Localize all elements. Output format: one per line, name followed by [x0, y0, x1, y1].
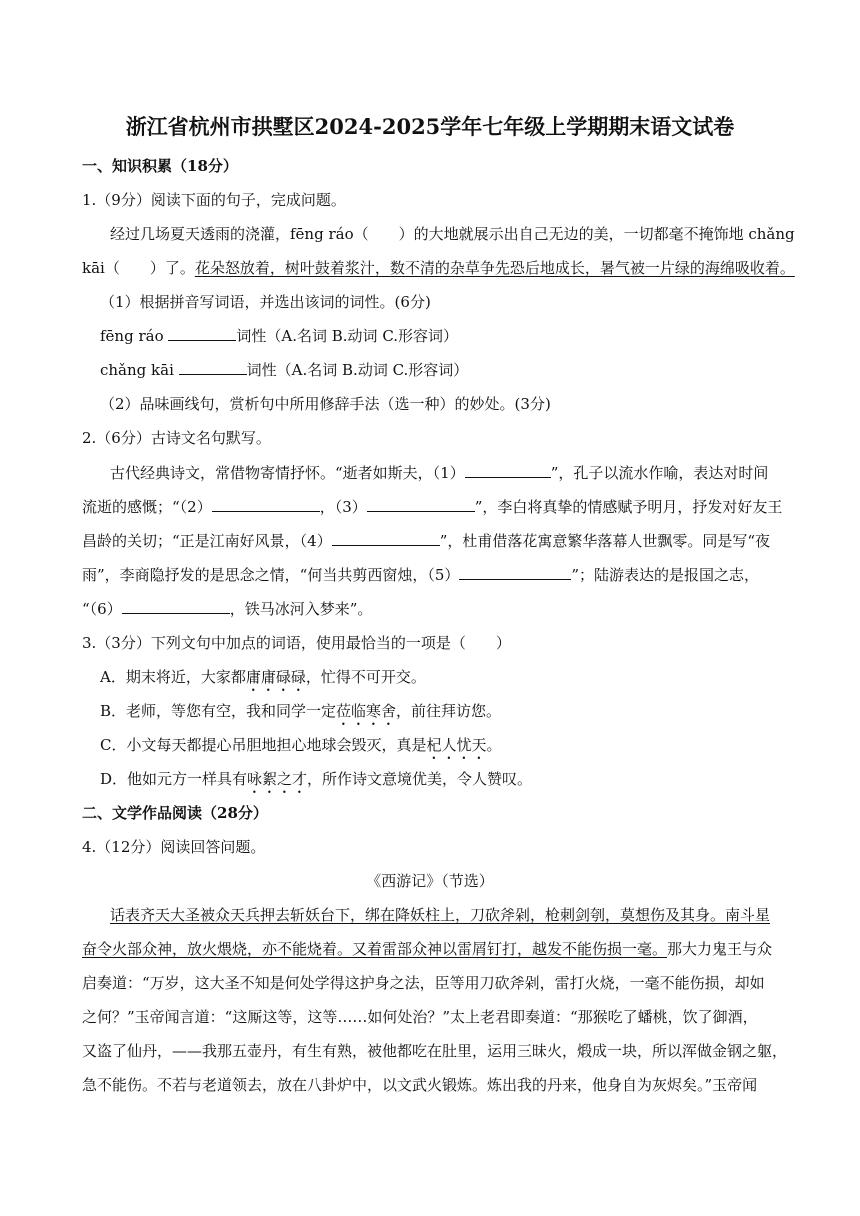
option-text: ，忙得不可开交。 [305, 668, 426, 686]
answer-blank-2[interactable] [212, 497, 320, 512]
q1-passage-line-1: 经过几场夏天透雨的浇灌，fēng ráo（ ）的大地就展示出自己无边的美，一切都毫不掩饰地 chǎng [110, 225, 795, 243]
q2-text: ”，孔子以流水作喻，表达对时间 [550, 464, 769, 482]
q2-text: 昌龄的关切；“正是江南好风景，（4） [82, 532, 332, 550]
q1-item-changkai [100, 360, 800, 380]
answer-blank-4[interactable] [332, 531, 440, 546]
q3-option-a[interactable] [100, 667, 800, 695]
passage-underlined-text: 奋令火部众神，放火煨烧，亦不能烧着。又着雷部众神以雷屑钉打，越发不能伤损一毫。 [82, 940, 668, 958]
passage-line-6: 急不能伤。不若与老道领去，放在八卦炉中，以文武火锻炼。炼出我的丹来，他身自为灰烬矣。”玉帝闻 [82, 1076, 758, 1094]
answer-blank-6[interactable] [122, 599, 230, 614]
q1-stem: 1.（9分）阅读下面的句子，完成问题。 [82, 191, 346, 209]
passage-text: 那大力鬼王与众 [667, 940, 773, 958]
q2-line-5 [82, 599, 782, 619]
answer-blank-3[interactable] [367, 497, 475, 512]
option-text: A．期末将近，大家都 [100, 668, 246, 686]
q2-text: ”，李白将真挚的情感赋予明月，抒发对好友王 [474, 498, 783, 516]
option-text: 。 [486, 736, 502, 754]
q1-underlined-sentence: 花朵怒放着，树叶鼓着浆汁，数不清的杂草争先恐后地成长，暑气被一片绿的海绵吸收着。 [194, 259, 795, 277]
q1-sub-question-1: （1）根据拼音写词语，并选出该词的词性。(6分) [100, 293, 431, 311]
q1-item-fengrao [100, 326, 800, 346]
q2-text: ”，杜甫借落花寓意繁华落幕人世飘零。同是写“夜 [439, 532, 771, 550]
passage-line-5: 又盗了仙丹，——我那五壶丹，有生有熟，被他都吃在肚里，运用三昧火，煅成一块，所以浑做金钢之躯， [82, 1042, 788, 1060]
q2-stem: 2.（6分）古诗文名句默写。 [82, 429, 271, 447]
q3-option-b[interactable] [100, 701, 800, 729]
passage-line-2 [82, 939, 782, 959]
q2-text: 雨”，李商隐抒发的是思念之情，“何当共剪西窗烛，（5） [82, 566, 460, 584]
q2-line-1 [110, 463, 780, 483]
passage-source-title: 《西游记》（节选） [366, 872, 494, 890]
q2-text: ，（3） [319, 498, 367, 516]
q2-text: ，铁马冰河入梦来”。 [229, 600, 373, 618]
section-1-heading: 一、知识积累（18分） [82, 157, 238, 175]
q3-option-c[interactable] [100, 735, 800, 763]
q2-text: 流逝的感慨；“（2） [82, 498, 212, 516]
dotted-word: 庸庸碌碌 [245, 668, 306, 686]
option-text: ，前往拜访您。 [396, 702, 502, 720]
q4-stem: 4.（12分）阅读回答问题。 [82, 838, 266, 856]
dotted-word: 咏絮之才 [247, 770, 308, 788]
q2-text: 古代经典诗文，常借物寄情抒怀。“逝者如斯夫，（1） [110, 464, 465, 482]
q2-line-3 [82, 531, 782, 551]
q2-text: “（6） [82, 600, 122, 618]
q1-passage-line-2 [82, 258, 795, 278]
word-class-options-2: 词性（A.名词 B.动词 C.形容词） [246, 361, 469, 379]
q2-text: ”；陆游表达的是报国之志， [571, 566, 760, 584]
answer-blank-changkai[interactable] [179, 360, 247, 375]
passage-line-1: 话表齐天大圣被众天兵押去斩妖台下，绑在降妖柱上，刀砍斧剁，枪刺剑刳，莫想伤及其身。南斗星 [110, 906, 771, 924]
answer-blank-5[interactable] [459, 565, 571, 580]
q3-option-d[interactable] [100, 769, 800, 797]
q3-stem: 3.（3分）下列文句中加点的词语，使用最恰当的一项是（ ） [82, 634, 511, 652]
q1-passage-text: kāi（ ）了。 [82, 259, 195, 277]
option-text: B．老师，等您有空，我和同学一定 [100, 702, 337, 720]
passage-line-3: 启奏道：“万岁，这大圣不知是何处学得这护身之法，臣等用刀砍斧剁，雷打火烧，一毫不能伤损，却如 [82, 974, 765, 992]
q2-line-4 [82, 565, 782, 585]
answer-blank-1[interactable] [465, 463, 551, 478]
q2-line-2 [82, 497, 782, 517]
pinyin-changkai: chǎng kāi [100, 361, 174, 379]
dotted-word: 杞人忧天 [426, 736, 487, 754]
word-class-options-1: 词性（A.名词 B.动词 C.形容词） [236, 327, 459, 345]
passage-line-4: 之何？”玉帝闻言道：“这厮这等，这等……如何处治？”太上老君即奏道：“那猴吃了蟠桃，饮了御酒， [82, 1008, 758, 1026]
section-2-heading: 二、文学作品阅读（28分） [82, 804, 268, 822]
option-text: D．他如元方一样具有 [100, 770, 248, 788]
option-text: C．小文每天都提心吊胆地担心地球会毁灭，真是 [100, 736, 427, 754]
q1-sub-question-2: （2）品味画线句，赏析句中所用修辞手法（选一种）的妙处。(3分) [100, 395, 551, 413]
option-text: ，所作诗文意境优美，令人赞叹。 [307, 770, 533, 788]
dotted-word: 莅临寒舍 [336, 702, 397, 720]
answer-blank-fengrao[interactable] [168, 326, 236, 341]
exam-title: 浙江省杭州市拱墅区2024-2025学年七年级上学期期末语文试卷 [125, 114, 735, 139]
pinyin-fengrao: fēng ráo [100, 327, 164, 345]
